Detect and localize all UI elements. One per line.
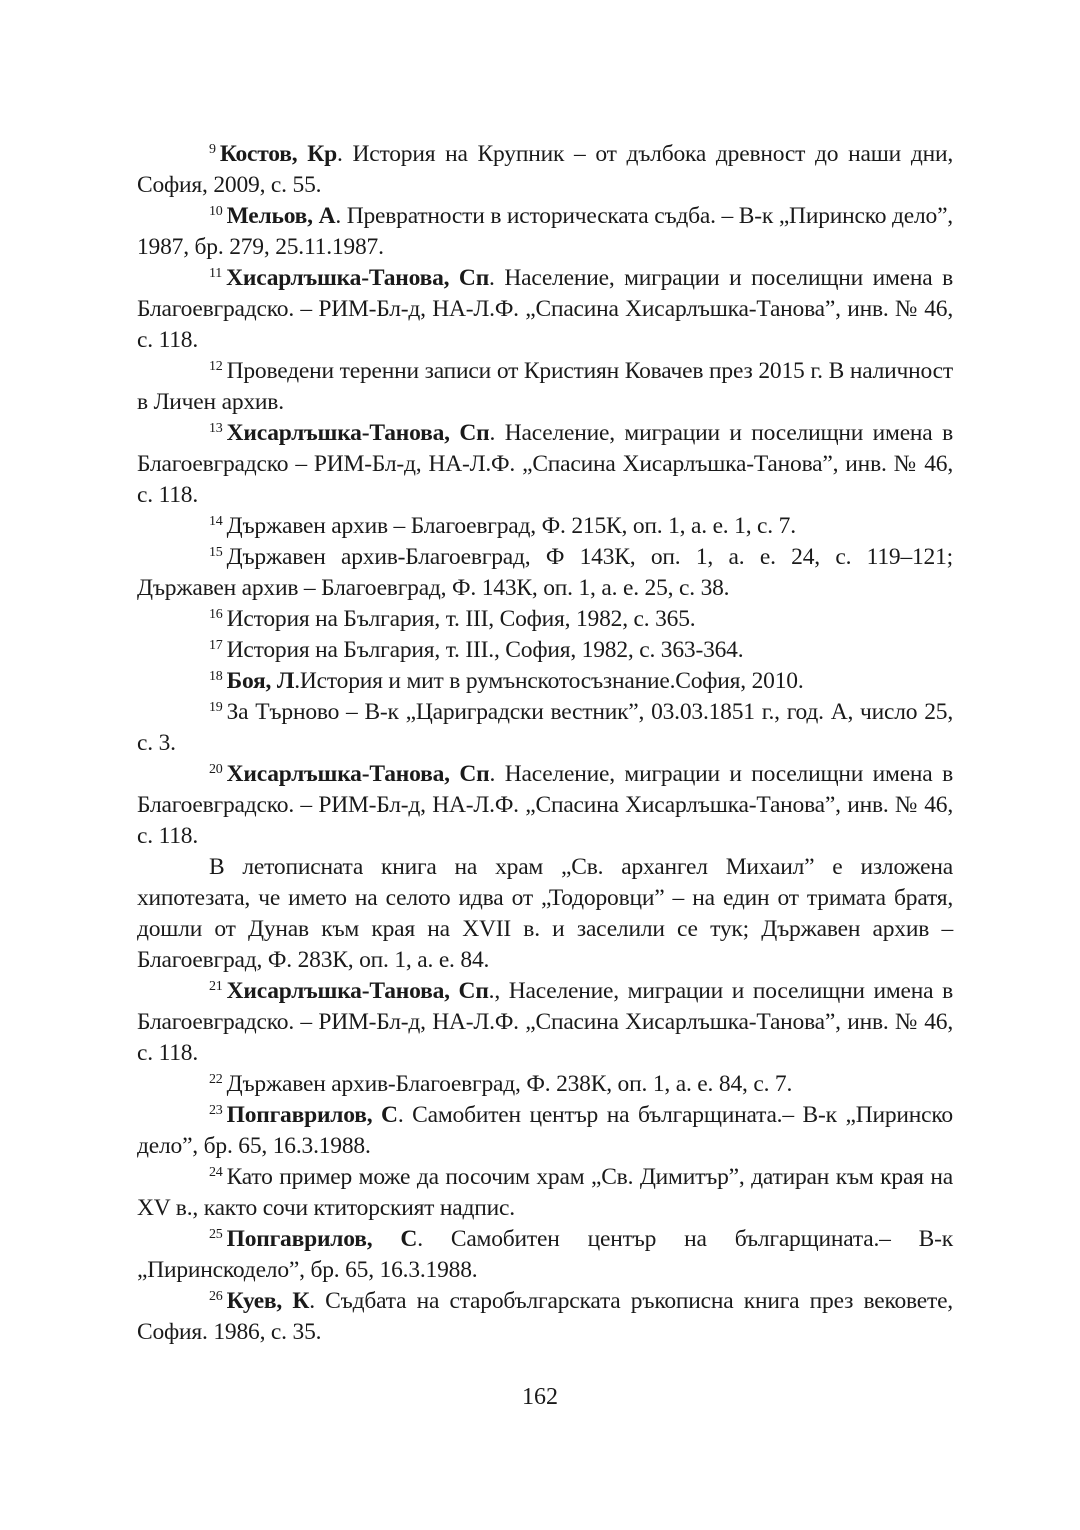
- footnote-author: Мельов, А: [226, 203, 336, 229]
- footnote-text: . Население, миграции и поселищни имена в Благоевградско – РИМ-Бл-д, НА-Л.Ф. „Спасина Хисарлъшка-Танова”, инв. № 46, с. 118.: [137, 420, 953, 508]
- footnote-number: 17: [209, 638, 223, 653]
- footnote-text: Като пример може да посочим храм „Св. Димитър”, датиран към края на XV в., както сочи ктиторският надпис.: [137, 1164, 953, 1221]
- footnote-number: 25: [209, 1227, 223, 1242]
- footnote: [137, 263, 953, 356]
- footnote: [137, 976, 953, 1069]
- footnote-number: 10: [209, 204, 223, 219]
- footnote-text: . Превратности в историческата съдба. – В-к „Пиринско дело”, 1987, бр. 279, 25.11.1987.: [137, 203, 953, 260]
- footnote: [137, 418, 953, 511]
- footnote-number: 13: [209, 421, 223, 436]
- footnote-number: 21: [209, 979, 223, 994]
- footnote: [137, 139, 953, 201]
- footnote-text: История на България, т. III, София, 1982, с. 365.: [226, 606, 696, 632]
- footnote: [137, 635, 953, 666]
- footnote-text: Проведени теренни записи от Кристиян Ковачев през 2015 г. В наличност в Личен архив.: [137, 358, 953, 415]
- footnote-text: За Търново – В-к „Цариградски вестник”, 03.03.1851 г., год. А, число 25, с. 3.: [137, 699, 953, 756]
- footnote: [137, 356, 953, 418]
- footnote-number: 11: [209, 266, 223, 281]
- footnote-number: 23: [209, 1103, 223, 1118]
- footnote-text: В летописната книга на храм „Св. архангел Михаил” е изложена хипотезата, че името на селото идва от „Тодоровци” – на един от тримата братя, дошли от Дунав към края на XVII в. и заселили се тук; Държавен архив – Благоевград, Ф. 283К, оп. 1, а. е. 84.: [137, 854, 953, 973]
- footnote: [137, 1286, 953, 1348]
- footnote-text: . История на Крупник – от дълбока древност до наши дни, София, 2009, с. 55.: [137, 141, 953, 198]
- footnote-number: 19: [209, 700, 223, 715]
- footnote-text: Държавен архив – Благоевград, Ф. 215К, оп. 1, а. е. 1, с. 7.: [226, 513, 796, 539]
- footnote-number: 14: [209, 514, 223, 529]
- footnotes-list: [137, 139, 953, 1348]
- footnote-author: Куев, К: [226, 1288, 310, 1314]
- footnote-continuation: [137, 852, 953, 976]
- footnote-author: Попгаврилов, С: [226, 1102, 398, 1128]
- footnote-author: Хисарлъшка-Танова, Сп: [226, 978, 489, 1004]
- footnote-author: Боя, Л: [226, 668, 295, 694]
- footnote-text: . Съдбата на старобългарската ръкописна книга през вековете, София. 1986, с. 35.: [137, 1288, 953, 1345]
- footnote-text: ., Население, миграции и поселищни имена в Благоевградско. – РИМ-Бл-д, НА-Л.Ф. „Спасина Хисарлъшка-Танова”, инв. № 46, с. 118.: [137, 978, 953, 1066]
- footnote-number: 20: [209, 762, 223, 777]
- footnote-text: . Население, миграции и поселищни имена в Благоевградско. – РИМ-Бл-д, НА-Л.Ф. „Спасина Хисарлъшка-Танова”, инв. № 46, с. 118.: [137, 761, 953, 849]
- footnote: [137, 1224, 953, 1286]
- footnote-number: 18: [209, 669, 223, 684]
- footnote-text: . Самобитен център на българщината.– В-к „Пиринско дело”, бр. 65, 16.3.1988.: [137, 1102, 953, 1159]
- footnote-text: . Самобитен център на българщината.– В-к „Пиринскодело”, бр. 65, 16.3.1988.: [137, 1226, 953, 1283]
- footnote-number: 15: [209, 545, 223, 560]
- footnote-number: 26: [209, 1289, 223, 1304]
- footnote: [137, 604, 953, 635]
- footnote-text: .История и мит в румънскотосъзнание.София, 2010.: [294, 668, 804, 694]
- footnote-number: 22: [209, 1072, 223, 1087]
- page-number: 162: [522, 1384, 558, 1410]
- footnote-author: Попгаврилов, С: [226, 1226, 418, 1252]
- footnote-number: 12: [209, 359, 223, 374]
- footnote-text: . Население, миграции и поселищни имена в Благоевградско. – РИМ-Бл-д, НА-Л.Ф. „Спасина Хисарлъшка-Танова”, инв. № 46, с. 118.: [137, 265, 953, 353]
- footnote-author: Хисарлъшка-Танова, Сп: [226, 265, 490, 291]
- footnote: [137, 542, 953, 604]
- footnote-author: Хисарлъшка-Танова, Сп: [226, 761, 490, 787]
- footnote-number: 9: [209, 142, 216, 157]
- footnote: [137, 1162, 953, 1224]
- footnote-text: Държавен архив-Благоевград, Ф. 238К, оп. 1, а. е. 84, с. 7.: [226, 1071, 793, 1097]
- footnote: [137, 666, 953, 697]
- footnote: [137, 697, 953, 759]
- footnote-number: 16: [209, 607, 223, 622]
- footnote-number: 24: [209, 1165, 223, 1180]
- footnote: [137, 1069, 953, 1100]
- footnote-author: Костов, Кр: [219, 141, 337, 167]
- footnote: [137, 759, 953, 852]
- footnote: [137, 201, 953, 263]
- footnote-author: Хисарлъшка-Танова, Сп: [226, 420, 490, 446]
- footnote: [137, 1100, 953, 1162]
- footnote: [137, 511, 953, 542]
- footnote-text: Държавен архив-Благоевград, Ф 143К, оп. 1, а. е. 24, с. 119–121; Държавен архив – Благоевград, Ф. 143К, оп. 1, а. е. 25, с. 38.: [137, 544, 953, 601]
- footnote-text: История на България, т. III., София, 1982, с. 363-364.: [226, 637, 744, 663]
